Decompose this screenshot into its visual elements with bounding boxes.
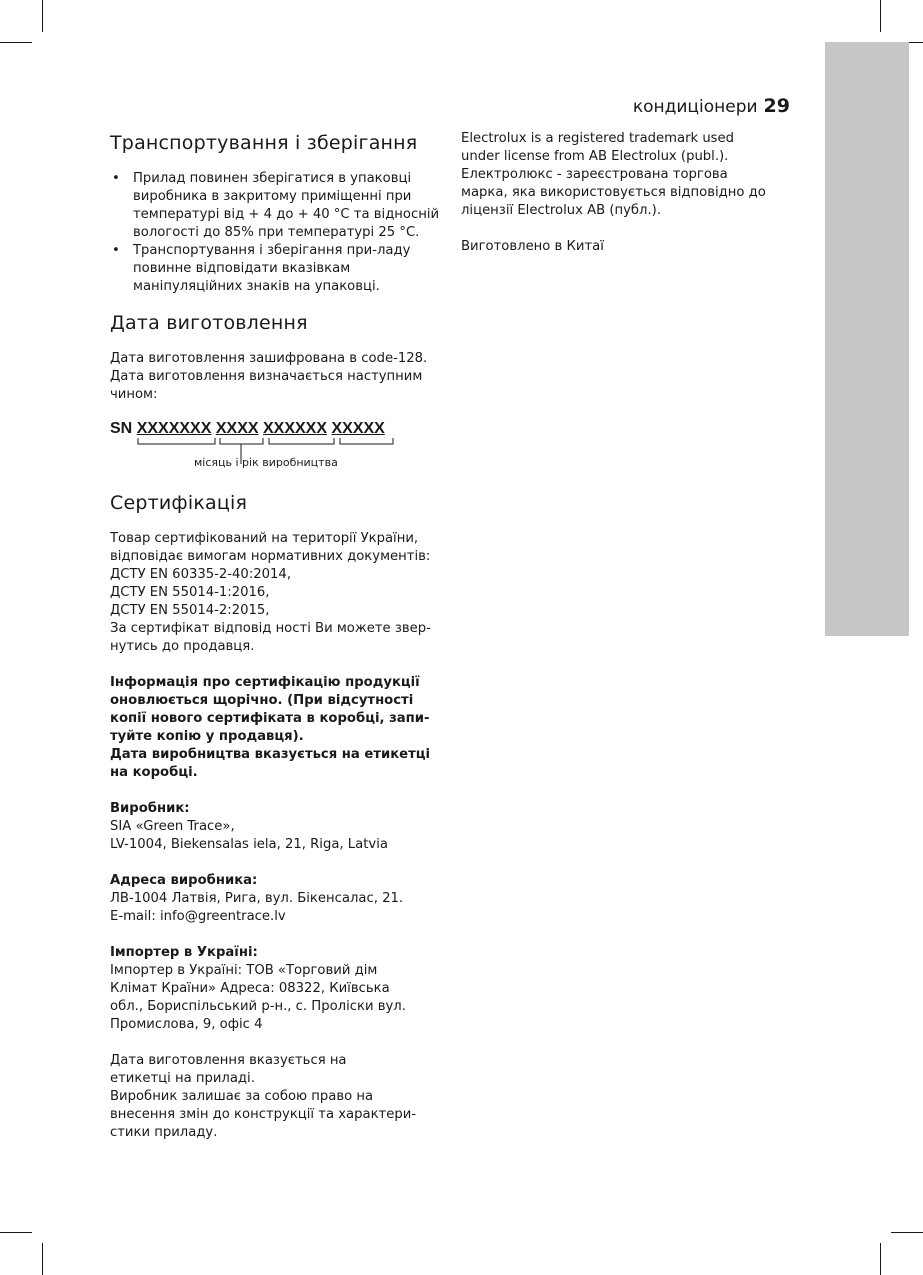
text-line: SIA «Green Trace», (110, 819, 235, 834)
text-line: Товар сертифікований на території України, (110, 531, 419, 546)
crop-mark (0, 1232, 32, 1233)
text-line: Інформація про сертифікацію продукції (110, 675, 420, 690)
crop-mark (880, 1243, 881, 1275)
text-line: Електролюкс - зареєстрована торгова (461, 167, 728, 182)
page-number: 29 (763, 95, 790, 117)
serial-group: XXXXXXX (136, 420, 212, 437)
right-column (461, 130, 791, 256)
certification-heading: Сертифікація (110, 492, 248, 514)
text-line: Промислова, 9, офіс 4 (110, 1017, 263, 1032)
manufacturer-address-block (110, 872, 445, 926)
text-line: ліцензії Electrolux AB (публ.). (461, 203, 662, 218)
serial-group: XXXXXX (262, 420, 328, 437)
text-line: Клімат Країни» Адреса: 08322, Київська (110, 981, 390, 996)
bracket-group-3 (269, 438, 334, 444)
page-header (633, 95, 790, 117)
manufacturer-block (110, 800, 445, 854)
text-line: стики приладу. (110, 1125, 218, 1140)
left-column (110, 130, 445, 1142)
transport-list (110, 170, 445, 296)
text-line: За сертифікат відповід ності Ви можете звер- (110, 621, 431, 636)
text-line: LV-1004, Biekensalas iela, 21, Riga, Latvia (110, 837, 388, 852)
text-line: ЛВ-1004 Латвія, Рига, вул. Бікенсалас, 21. (110, 891, 404, 906)
list-item: • Прилад повинен зберігатися в упаковці виробника в закритому приміщенні при температурі від + 4 до + 40 °C та відносній вологості до 85% при температурі 25 °C. (110, 170, 445, 242)
trademark-note (461, 130, 791, 220)
serial-group: XXXX (215, 420, 259, 437)
certification-text (110, 530, 445, 656)
text-line: відповідає вимогам нормативних документів: (110, 549, 431, 564)
text-line: оновлюється щорічно. (При відсутності (110, 693, 414, 708)
text-line: Дата виробництва вказується на етикетці (110, 747, 431, 762)
importer-block (110, 944, 445, 1034)
text-line: марка, яка використовується відповідно до (461, 185, 766, 200)
text-line: етикетці на приладі. (110, 1071, 255, 1086)
bracket-group-4 (340, 438, 393, 444)
crop-mark (0, 42, 32, 43)
made-in-note: Виготовлено в Китаї (461, 239, 604, 254)
text-line: внесення змін до конструкції та характери- (110, 1107, 417, 1122)
text-line: ДСТУ EN 55014-2:2015, (110, 603, 270, 618)
manufacture-date-text: Дата виготовлення зашифрована в code-128. Дата виготовлення визначається наступним чином: (110, 351, 428, 402)
serial-group: XXXXX (331, 420, 385, 437)
section-title: кондиціонери (632, 97, 758, 117)
side-tab-marker (825, 42, 909, 636)
text-line: копії нового сертифіката в коробці, запи- (110, 711, 430, 726)
manufacturer-address-label: Адреса виробника: (110, 873, 258, 888)
bracket-group-1 (138, 438, 215, 444)
text-line: under license from AB Electrolux (publ.). (461, 149, 729, 164)
crop-mark (42, 0, 43, 32)
text-line: ДСТУ EN 55014-1:2016, (110, 585, 270, 600)
text-line: нутись до продавця. (110, 639, 255, 654)
manufacturer-label: Виробник: (110, 801, 190, 816)
serial-prefix: SN (110, 420, 133, 437)
serial-caption: місяць і рік виробництва (194, 456, 338, 469)
text-line: обл., Бориспільський р-н., с. Проліски вул. (110, 999, 406, 1014)
text-line: ДСТУ EN 60335-2-40:2014, (110, 567, 292, 582)
text-line: на коробці. (110, 765, 198, 780)
transport-heading: Транспортування і зберігання (110, 132, 418, 154)
text-line: туйте копію у продавця). (110, 729, 304, 744)
text-line: Дата виготовлення вказується на (110, 1053, 347, 1068)
list-item: • Транспортування і зберігання при-ладу повинне відповідати вказівкам маніпуляційних знаків на упаковці. (110, 242, 445, 296)
text-line: Виробник залишає за собою право на (110, 1089, 374, 1104)
bracket-group-2 (220, 438, 263, 444)
manufacture-date-heading: Дата виготовлення (110, 312, 308, 334)
serial-number-diagram (110, 420, 445, 470)
crop-mark (880, 0, 881, 32)
text-line: E-mail: info@greentrace.lv (110, 909, 286, 924)
crop-mark (891, 1232, 923, 1233)
crop-mark (42, 1243, 43, 1275)
text-line: Імпортер в Україні: ТОВ «Торговий дім (110, 963, 378, 978)
certification-notice (110, 674, 445, 782)
text-line: Electrolux is a registered trademark used (461, 131, 735, 146)
footer-note (110, 1052, 445, 1142)
importer-label: Імпортер в Україні: (110, 945, 258, 960)
